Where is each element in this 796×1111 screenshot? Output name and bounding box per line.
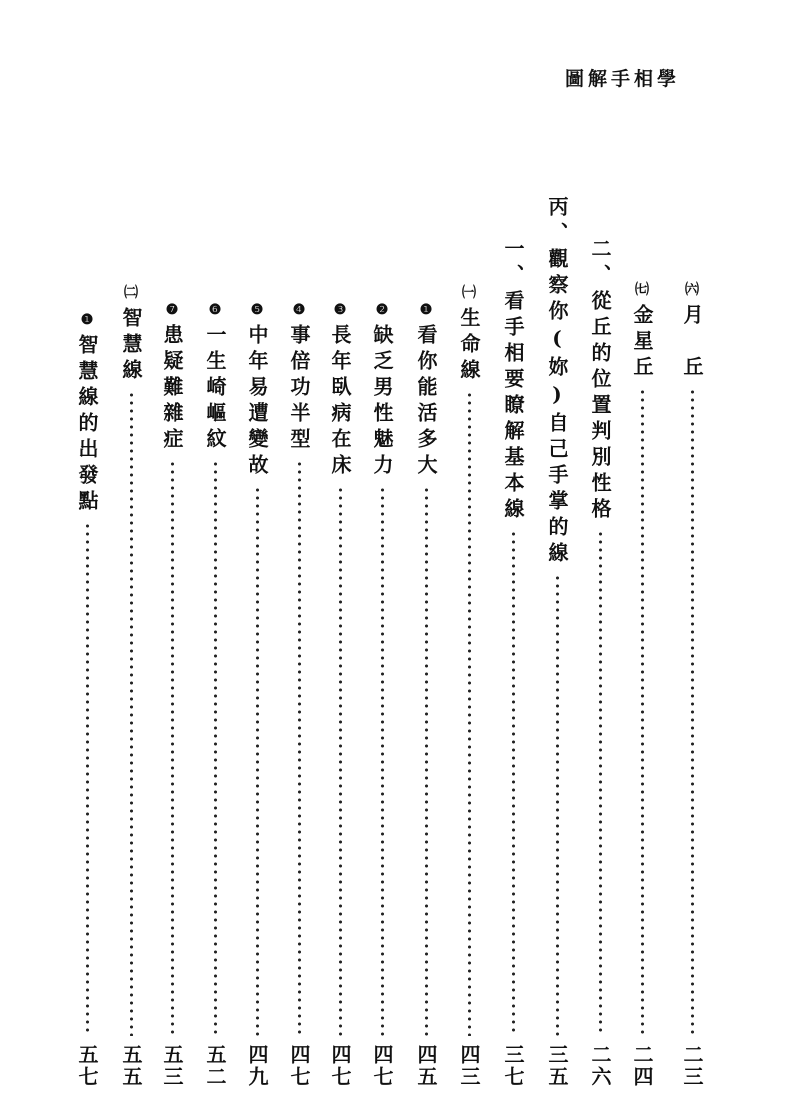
entry-page-number: 三五: [545, 1044, 569, 1088]
toc-entry-bedridden: [326, 300, 354, 1088]
entry-title: 事倍功半型: [287, 324, 311, 454]
entry-number-marker: ❸: [333, 302, 347, 318]
entry-title: 智慧線的出發點: [75, 334, 99, 516]
entry-page-number: 五二: [203, 1044, 227, 1088]
entry-number-marker: ㈡: [124, 285, 138, 301]
entry-page-number: 四七: [287, 1044, 311, 1088]
dot-leader: [171, 460, 174, 1036]
entry-title: 智慧線: [119, 307, 143, 385]
toc-entry-basic-lines: [499, 238, 527, 1088]
entry-title: 月 丘: [680, 304, 704, 382]
entry-title: 生命線: [457, 307, 481, 385]
dot-leader: [86, 522, 89, 1036]
entry-page-number: 四三: [457, 1044, 481, 1088]
dot-leader: [214, 460, 217, 1036]
dot-leader: [599, 530, 602, 1036]
entry-page-number: 三七: [501, 1044, 525, 1088]
toc-entry-midlife-change: [243, 300, 271, 1088]
dot-leader: [691, 388, 694, 1036]
toc-entry-rugged-lines: [201, 300, 229, 1088]
entry-number-marker: ㈥: [685, 282, 699, 298]
dot-leader: [256, 486, 259, 1036]
toc-entry-head-line: [117, 283, 145, 1088]
entry-title: 二、從丘的位置判別性格: [588, 238, 612, 524]
dot-leader: [130, 391, 133, 1036]
entry-number-marker: ㈠: [462, 285, 476, 301]
entry-page-number: 五三: [160, 1044, 184, 1088]
dot-leader: [512, 530, 515, 1036]
entry-page-number: 四七: [370, 1044, 394, 1088]
entry-page-number: 二六: [588, 1044, 612, 1088]
dot-leader: [641, 388, 644, 1036]
entry-number-marker: ❷: [375, 302, 389, 318]
toc-entry-lack-charm: [368, 300, 396, 1088]
entry-title: 丙、觀察你(妳)自己手掌的線: [545, 196, 569, 568]
entry-page-number: 二三: [680, 1044, 704, 1088]
toc-entry-life-line: [455, 283, 483, 1088]
entry-number-marker: ❺: [250, 302, 264, 318]
entry-number-marker: ❹: [292, 302, 306, 318]
dot-leader: [425, 486, 428, 1036]
dot-leader: [556, 574, 559, 1036]
dot-leader: [298, 460, 301, 1036]
entry-number-marker: ❶: [80, 312, 94, 328]
entry-title: 看你能活多大: [414, 324, 438, 480]
toc-entry-part-bing: [543, 196, 571, 1088]
entry-page-number: 四九: [245, 1044, 269, 1088]
toc-entry-lifespan: [412, 300, 440, 1088]
toc-entry-rare-illness: [158, 300, 186, 1088]
entry-title: 金星丘: [630, 304, 654, 382]
dot-leader: [339, 486, 342, 1036]
entry-page-number: 二四: [630, 1044, 654, 1088]
entry-title: 缺乏男性魅力: [370, 324, 394, 480]
dot-leader: [468, 391, 471, 1036]
entry-title: 長年臥病在床: [328, 324, 352, 480]
toc-entry-venus-mount: [628, 280, 656, 1088]
entry-number-marker: ㈦: [635, 282, 649, 298]
entry-title: 患疑難雜症: [160, 324, 184, 454]
entry-number-marker: ❻: [208, 302, 222, 318]
toc-entry-head-line-start: [73, 310, 101, 1088]
entry-page-number: 四七: [328, 1044, 352, 1088]
toc-entry-half-result: [285, 300, 313, 1088]
toc-entry-moon-mount: [678, 280, 706, 1088]
dot-leader: [381, 486, 384, 1036]
entry-page-number: 五五: [119, 1044, 143, 1088]
entry-number-marker: ❶: [419, 302, 433, 318]
entry-title: 一生崎嶇紋: [203, 324, 227, 454]
entry-title: 一、看手相要瞭解基本線: [501, 238, 525, 524]
entry-title: 中年易遭變故: [245, 324, 269, 480]
running-header-title: 圖解手相學: [564, 68, 680, 90]
entry-page-number: 五七: [75, 1044, 99, 1088]
entry-page-number: 四五: [414, 1044, 438, 1088]
toc-entry-section-two: [586, 238, 614, 1088]
entry-number-marker: ❼: [165, 302, 179, 318]
